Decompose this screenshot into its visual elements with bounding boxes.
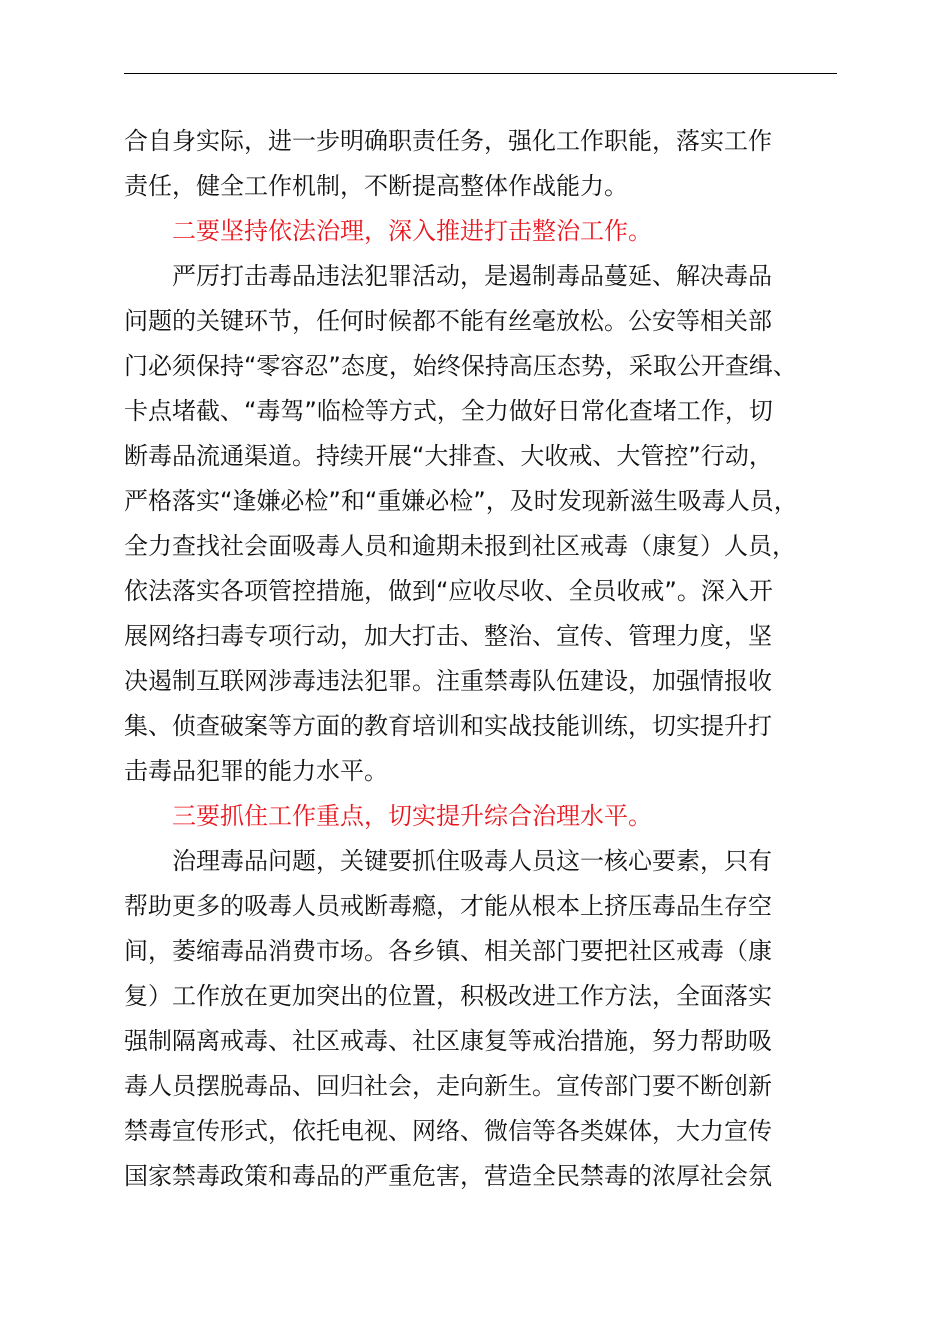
paragraph-2-line: 依法落实各项管控措施，做到“应收尽收、全员收戒”。深入开 (124, 577, 773, 605)
paragraph-3-line: 间，萎缩毒品消费市场。各乡镇、相关部门要把社区戒毒（康 (124, 937, 772, 965)
header-rule (124, 73, 837, 74)
paragraph-2-line: 集、侦查破案等方面的教育培训和实战技能训练，切实提升打 (124, 712, 772, 740)
paragraph-3-line: 复）工作放在更加突出的位置，积极改进工作方法，全面落实 (124, 982, 772, 1010)
paragraph-1 (124, 119, 837, 209)
section-heading-2-text: 二要坚持依法治理，深入推进打击整治工作。 (172, 217, 652, 245)
paragraph-2-line: 门必须保持“零容忍”态度，始终保持高压态势，采取公开查缉、 (124, 352, 797, 380)
paragraph-3-line: 禁毒宣传形式，依托电视、网络、微信等各类媒体，大力宣传 (124, 1117, 772, 1145)
paragraph-3-line: 强制隔离戒毒、社区戒毒、社区康复等戒治措施，努力帮助吸 (124, 1027, 772, 1055)
section-heading-3 (124, 794, 837, 839)
paragraph-1-line: 合自身实际，进一步明确职责任务，强化工作职能，落实工作 (124, 127, 772, 155)
paragraph-3-line: 治理毒品问题，关键要抓住吸毒人员这一核心要素，只有 (172, 847, 772, 875)
paragraph-3-line: 毒人员摆脱毒品、回归社会，走向新生。宣传部门要不断创新 (124, 1072, 772, 1100)
paragraph-2-line: 卡点堵截、“毒驾”临检等方式，全力做好日常化查堵工作，切 (124, 397, 773, 425)
paragraph-2-line: 全力查找社会面吸毒人员和逾期未报到社区戒毒（康复）人员， (124, 532, 796, 560)
paragraph-2-line: 断毒品流通渠道。持续开展“大排查、大收戒、大管控”行动， (124, 442, 773, 470)
paragraph-2-line: 严格落实“逢嫌必检”和“重嫌必检”，及时发现新滋生吸毒人员， (124, 487, 798, 515)
document-body (124, 119, 837, 1199)
paragraph-2-line: 展网络扫毒专项行动，加大打击、整治、宣传、管理力度，坚 (124, 622, 772, 650)
paragraph-3 (124, 839, 837, 1199)
paragraph-3-line: 国家禁毒政策和毒品的严重危害，营造全民禁毒的浓厚社会氛 (124, 1162, 772, 1190)
section-heading-2 (124, 209, 837, 254)
section-heading-3-text: 三要抓住工作重点，切实提升综合治理水平。 (172, 802, 652, 830)
paragraph-2 (124, 254, 837, 794)
paragraph-2-line: 决遏制互联网涉毒违法犯罪。注重禁毒队伍建设，加强情报收 (124, 667, 772, 695)
paragraph-2-line: 问题的关键环节，任何时候都不能有丝毫放松。公安等相关部 (124, 307, 772, 335)
paragraph-2-line: 击毒品犯罪的能力水平。 (124, 757, 388, 785)
paragraph-3-line: 帮助更多的吸毒人员戒断毒瘾，才能从根本上挤压毒品生存空 (124, 892, 772, 920)
paragraph-2-line: 严厉打击毒品违法犯罪活动，是遏制毒品蔓延、解决毒品 (172, 262, 772, 290)
paragraph-1-line: 责任，健全工作机制，不断提高整体作战能力。 (124, 172, 628, 200)
